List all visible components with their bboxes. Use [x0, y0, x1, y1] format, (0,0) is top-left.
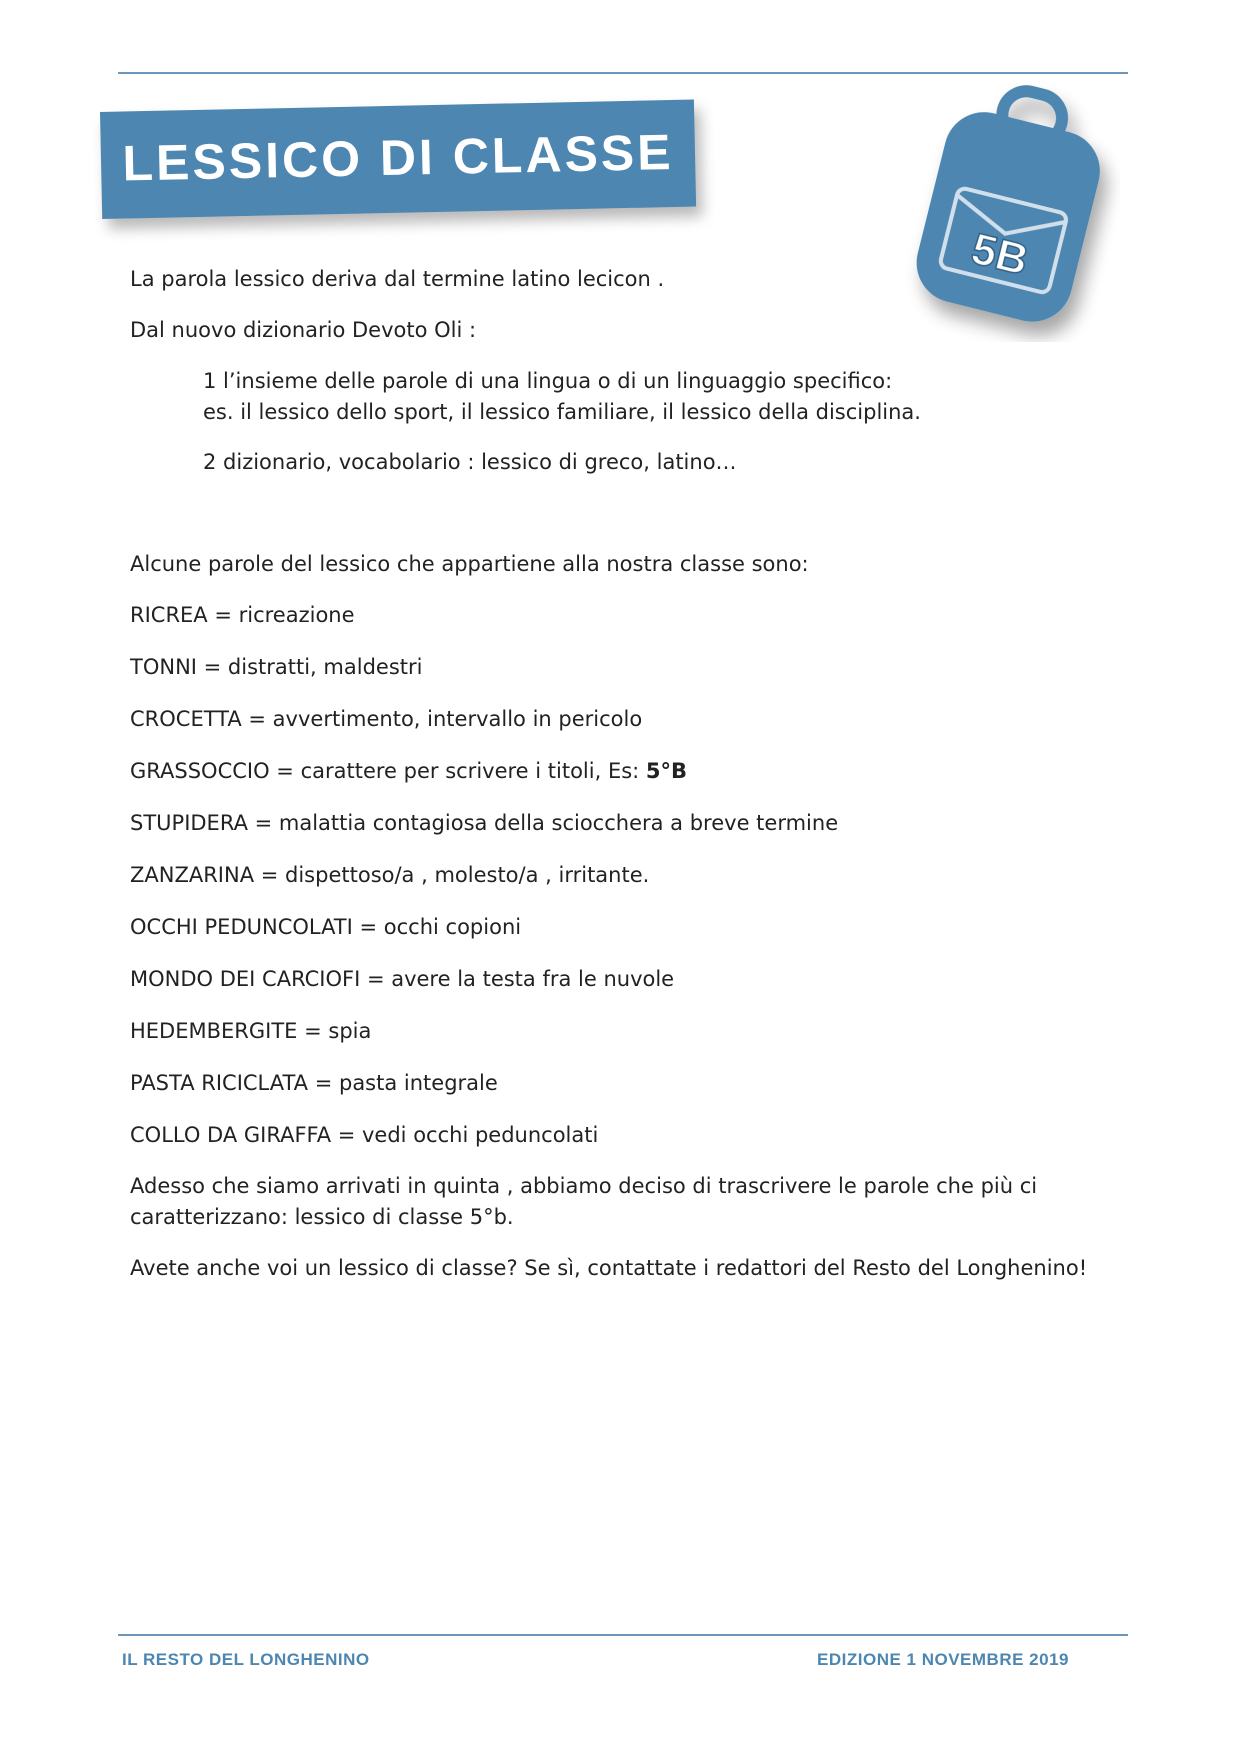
list-intro: Alcune parole del lessico che appartiene alla nostra classe sono:	[130, 552, 809, 576]
list-item: COLLO DA GIRAFFA = vedi occhi peduncolati	[130, 1123, 599, 1147]
definition-2: 2 dizionario, vocabolario : lessico di greco, latino…	[203, 450, 737, 474]
backpack-label: 5B	[966, 223, 1034, 286]
source-paragraph: Dal nuovo dizionario Devoto Oli :	[130, 318, 477, 342]
definition-1-line-2: es. il lessico dello sport, il lessico familiare, il lessico della disciplina.	[203, 400, 921, 424]
list-item: PASTA RICICLATA = pasta integrale	[130, 1071, 498, 1095]
list-item: ZANZARINA = dispettoso/a , molesto/a , irritante.	[130, 863, 650, 887]
list-item: MONDO DEI CARCIOFI = avere la testa fra le nuvole	[130, 967, 675, 991]
title-banner	[100, 100, 696, 219]
list-item-text: GRASSOCCIO = carattere per scrivere i titoli, Es:	[130, 759, 646, 783]
closing-paragraph: Adesso che siamo arrivati in quinta , abbiamo deciso di trascrivere le parole che più ci caratterizzano: lessico di classe 5°b.	[130, 1174, 1038, 1229]
list-item: TONNI = distratti, maldestri	[130, 655, 423, 679]
bold-example: 5°B	[645, 759, 688, 783]
footer-edition: EDIZIONE 1 NOVEMBRE 2019	[817, 1650, 1069, 1669]
top-rule	[118, 72, 1128, 74]
list-item: CROCETTA = avvertimento, intervallo in pericolo	[130, 707, 643, 731]
contact-paragraph: Avete anche voi un lessico di classe? Se sì, contattate i redattori del Resto del Longhenino!	[130, 1256, 1088, 1280]
footer-publication: IL RESTO DEL LONGHENINO	[122, 1650, 370, 1669]
list-item: RICREA = ricreazione	[130, 603, 355, 627]
intro-paragraph: La parola lessico deriva dal termine latino lecicon .	[130, 267, 665, 291]
backpack-logo	[890, 82, 1120, 342]
list-item: HEDEMBERGITE = spia	[130, 1019, 372, 1043]
definition-1-line-1: 1 l’insieme delle parole di una lingua o di un linguaggio specifico:	[203, 369, 893, 393]
bottom-rule	[118, 1634, 1128, 1636]
list-item: STUPIDERA = malattia contagiosa della sciocchera a breve termine	[130, 811, 839, 835]
page-title: LESSICO DI CLASSE	[121, 123, 675, 192]
list-item	[130, 756, 687, 787]
list-item: OCCHI PEDUNCOLATI = occhi copioni	[130, 915, 522, 939]
